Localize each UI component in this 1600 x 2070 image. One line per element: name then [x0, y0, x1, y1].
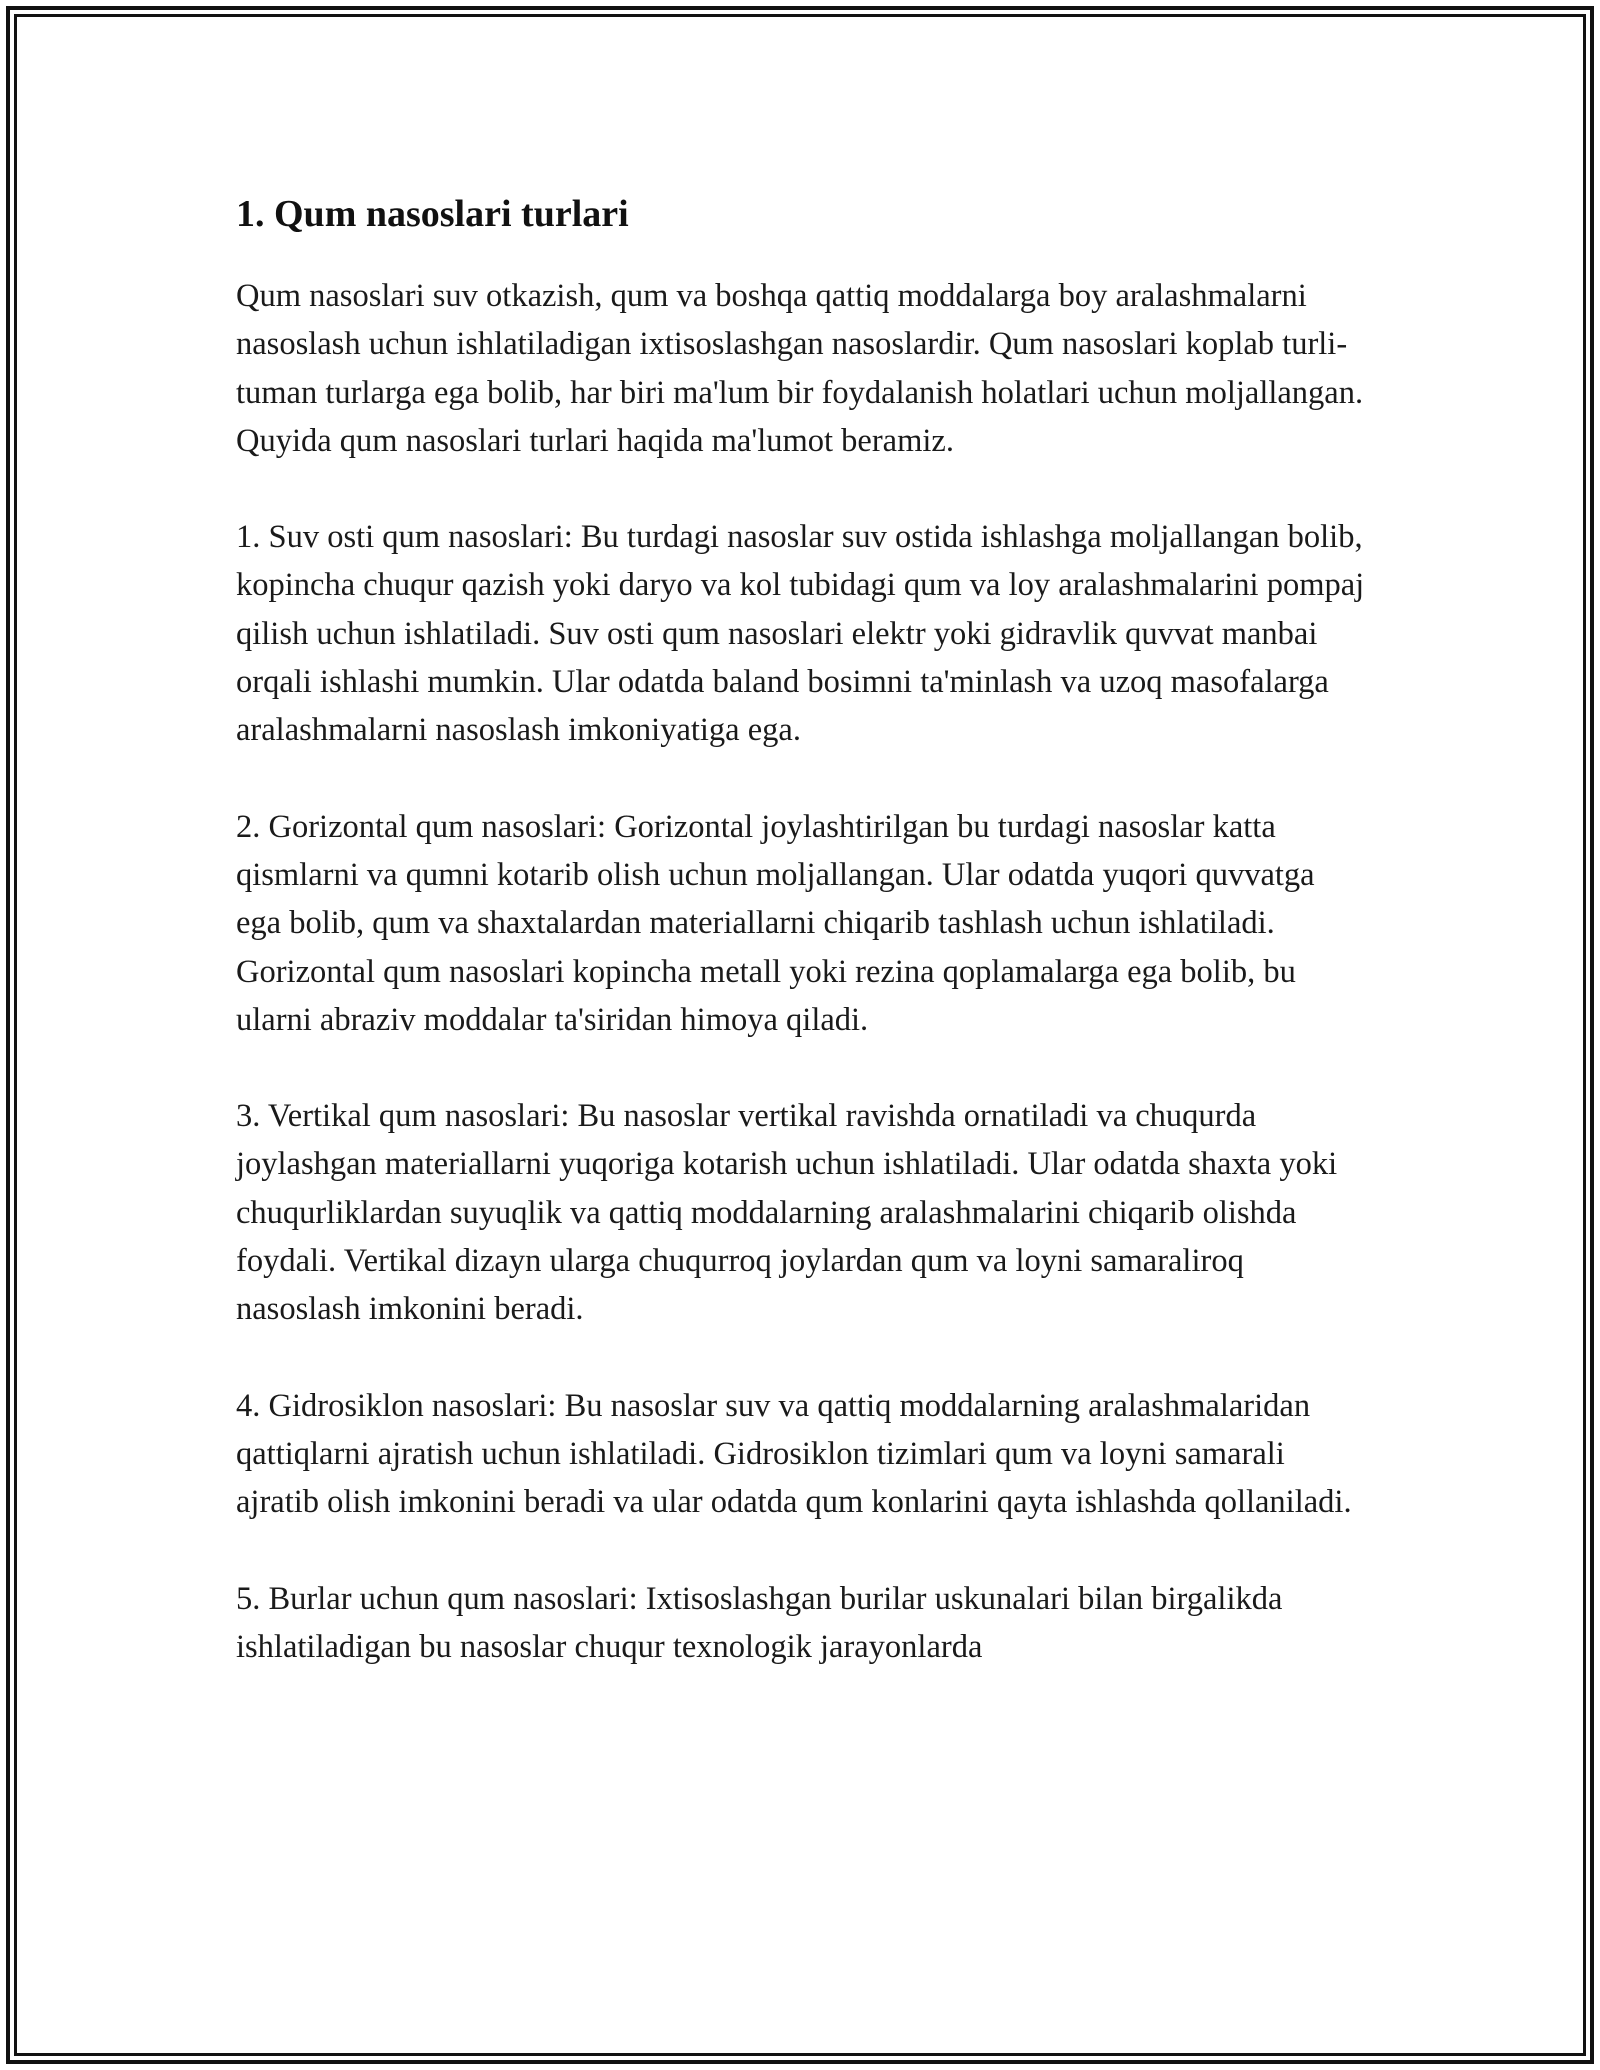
paragraph-gorizontal: 2. Gorizontal qum nasoslari: Gorizontal joylashtirilgan bu turdagi nasoslar katta qismlarni va qumni kotarib olish uchun moljallangan. Ular odatda yuqori quvvatga ega bolib, qum va shaxtalardan materiallarni chiqarib tashlash uchun ishlatiladi. Gorizontal qum nasoslari kopincha metall yoki rezina qoplamalarga ega bolib, bu ularni abraziv moddalar ta'siridan himoya qiladi. [236, 808, 1315, 1038]
paragraph-suv-osti: 1. Suv osti qum nasoslari: Bu turdagi nasoslar suv ostida ishlashga moljallangan bolib, kopincha chuqur qazish yoki daryo va kol tubidagi qum va loy aralashmalarini pompaj qilish uchun ishlatiladi. Suv osti qum nasoslari elektr yoki gidravlik quvvat manbai orqali ishlashi mumkin. Ular odatda baland bosimni ta'minlash va uzoq masofalarga aralashmalarni nasoslash imkoniyatiga ega. [236, 519, 1365, 749]
paragraph-burlar: 5. Burlar uchun qum nasoslari: Ixtisoslashgan burilar uskunalari bilan birgalikda ishlatiladigan bu nasoslar chuqur texnologik jarayonlarda [236, 1580, 1283, 1665]
paragraph-vertikal: 3. Vertikal qum nasoslari: Bu nasoslar vertikal ravishda ornatiladi va chuqurda joylashgan materiallarni yuqoriga kotarish uchun ishlatiladi. Ular odatda shaxta yoki chuqurliklardan suyuqlik va qattiq moddalarning aralashmalarini chiqarib olishda foydali. Vertikal dizayn ularga chuqurroq joylardan qum va loyni samaraliroq nasoslash imkonini beradi. [236, 1098, 1338, 1328]
intro-paragraph: Qum nasoslari suv otkazish, qum va boshqa qattiq moddalarga boy aralashmalarni nasoslash uchun ishlatiladigan ixtisoslashgan nasoslardir. Qum nasoslari koplab turli-tuman turlarga ega bolib, har biri ma'lum bir foydalanish holatlari uchun moljallangan. Quyida qum nasoslari turlari haqida ma'lumot beramiz. [236, 278, 1364, 459]
document-body [236, 186, 1366, 1719]
paragraph-gidrosiklon: 4. Gidrosiklon nasoslari: Bu nasoslar suv va qattiq moddalarning aralashmalaridan qattiqlarni ajratish uchun ishlatiladi. Gidrosiklon tizimlari qum va loyni samarali ajratib olish imkonini beradi va ular odatda qum konlarini qayta ishlashda qollaniladi. [236, 1387, 1352, 1521]
document-title: 1. Qum nasoslari turlari [236, 193, 629, 235]
